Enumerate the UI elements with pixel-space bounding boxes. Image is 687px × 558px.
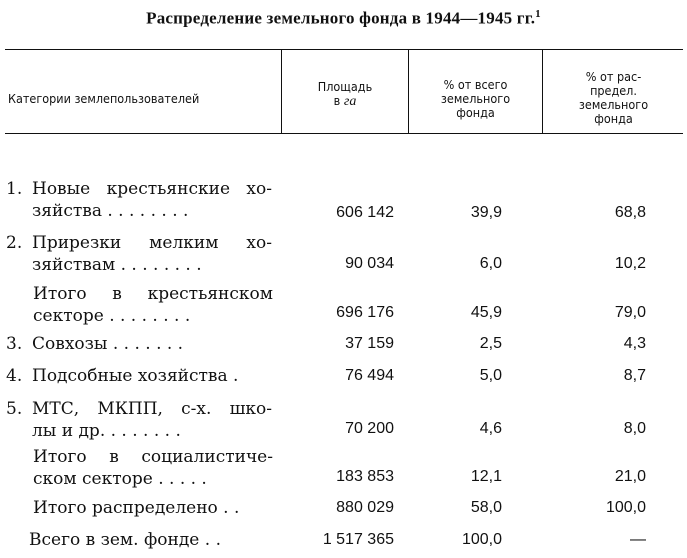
header-area: Площадь в га bbox=[317, 79, 373, 109]
header-top-rule bbox=[5, 49, 683, 50]
pct-total-cell: 45,9 bbox=[470, 304, 502, 321]
pct-distributed-cell: 10,2 bbox=[614, 255, 646, 272]
pct-distributed-cell: 100,0 bbox=[605, 499, 646, 516]
header-category: Категории землепользователей bbox=[8, 91, 200, 106]
pct-total-cell: 2,5 bbox=[479, 335, 502, 352]
area-cell: 70 200 bbox=[345, 420, 394, 437]
header-area-unit: га bbox=[343, 94, 357, 109]
row-number: 1. bbox=[6, 179, 23, 199]
column-divider-2 bbox=[408, 50, 409, 133]
area-cell: 880 029 bbox=[336, 499, 394, 516]
row-number: 2. bbox=[6, 233, 23, 253]
row-label: Итого в крестьянском секторе . . . . . . . . bbox=[33, 284, 273, 326]
pct-total-cell: 58,0 bbox=[470, 499, 502, 516]
area-cell: 76 494 bbox=[345, 367, 394, 384]
row-label: Итого в социалистиче- ском секторе . . . . . bbox=[33, 447, 273, 489]
header-pct-total: % от всего земельного фонда bbox=[440, 77, 511, 120]
area-cell: 1 517 365 bbox=[322, 531, 394, 548]
row-number: 4. bbox=[6, 366, 23, 386]
header-bottom-rule bbox=[5, 133, 683, 134]
row-label: Прирезки мелким хо- зяйствам . . . . . . . . bbox=[32, 233, 272, 275]
pct-distributed-cell: 4,3 bbox=[623, 335, 646, 352]
row-label: Совхозы . . . . . . . bbox=[32, 334, 184, 354]
pct-total-cell: 6,0 bbox=[479, 255, 502, 272]
area-cell: 90 034 bbox=[345, 255, 394, 272]
column-divider-3 bbox=[542, 50, 543, 133]
pct-distributed-cell: 8,0 bbox=[623, 420, 646, 437]
pct-total-cell: 39,9 bbox=[470, 204, 502, 221]
pct-distributed-cell: 79,0 bbox=[614, 304, 646, 321]
table-title: Распределение земельного фонда в 1944—1945 гг.$^1$ bbox=[146, 8, 541, 28]
pct-total-cell: 100,0 bbox=[461, 531, 502, 548]
header-pct-distributed: % от рас- предел. земельного фонда bbox=[578, 69, 649, 126]
row-number: 5. bbox=[6, 399, 23, 419]
pct-total-cell: 5,0 bbox=[479, 367, 502, 384]
area-cell: 183 853 bbox=[336, 468, 394, 485]
area-cell: 606 142 bbox=[336, 204, 394, 221]
area-cell: 696 176 bbox=[336, 304, 394, 321]
row-label: МТС, МКПП, с-х. шко- лы и др. . . . . . . . bbox=[32, 399, 272, 441]
pct-distributed-cell: 8,7 bbox=[623, 367, 646, 384]
pct-total-cell: 4,6 bbox=[479, 420, 502, 437]
pct-total-cell: 12,1 bbox=[470, 468, 502, 485]
area-cell: 37 159 bbox=[345, 335, 394, 352]
row-label: Итого распределено . . bbox=[33, 498, 240, 518]
row-label: Подсобные хозяйства . bbox=[32, 366, 239, 386]
column-divider-1 bbox=[281, 50, 282, 133]
footnote-marker: 1 bbox=[535, 8, 541, 20]
row-label: Новые крестьянские хо- зяйства . . . . . . . . bbox=[32, 179, 272, 221]
row-label: Всего в зем. фонде . . bbox=[29, 530, 221, 550]
row-number: 3. bbox=[6, 334, 23, 354]
pct-distributed-cell: 68,8 bbox=[614, 204, 646, 221]
pct-distributed-cell: 21,0 bbox=[614, 468, 646, 485]
pct-distributed-cell: — bbox=[630, 531, 646, 548]
